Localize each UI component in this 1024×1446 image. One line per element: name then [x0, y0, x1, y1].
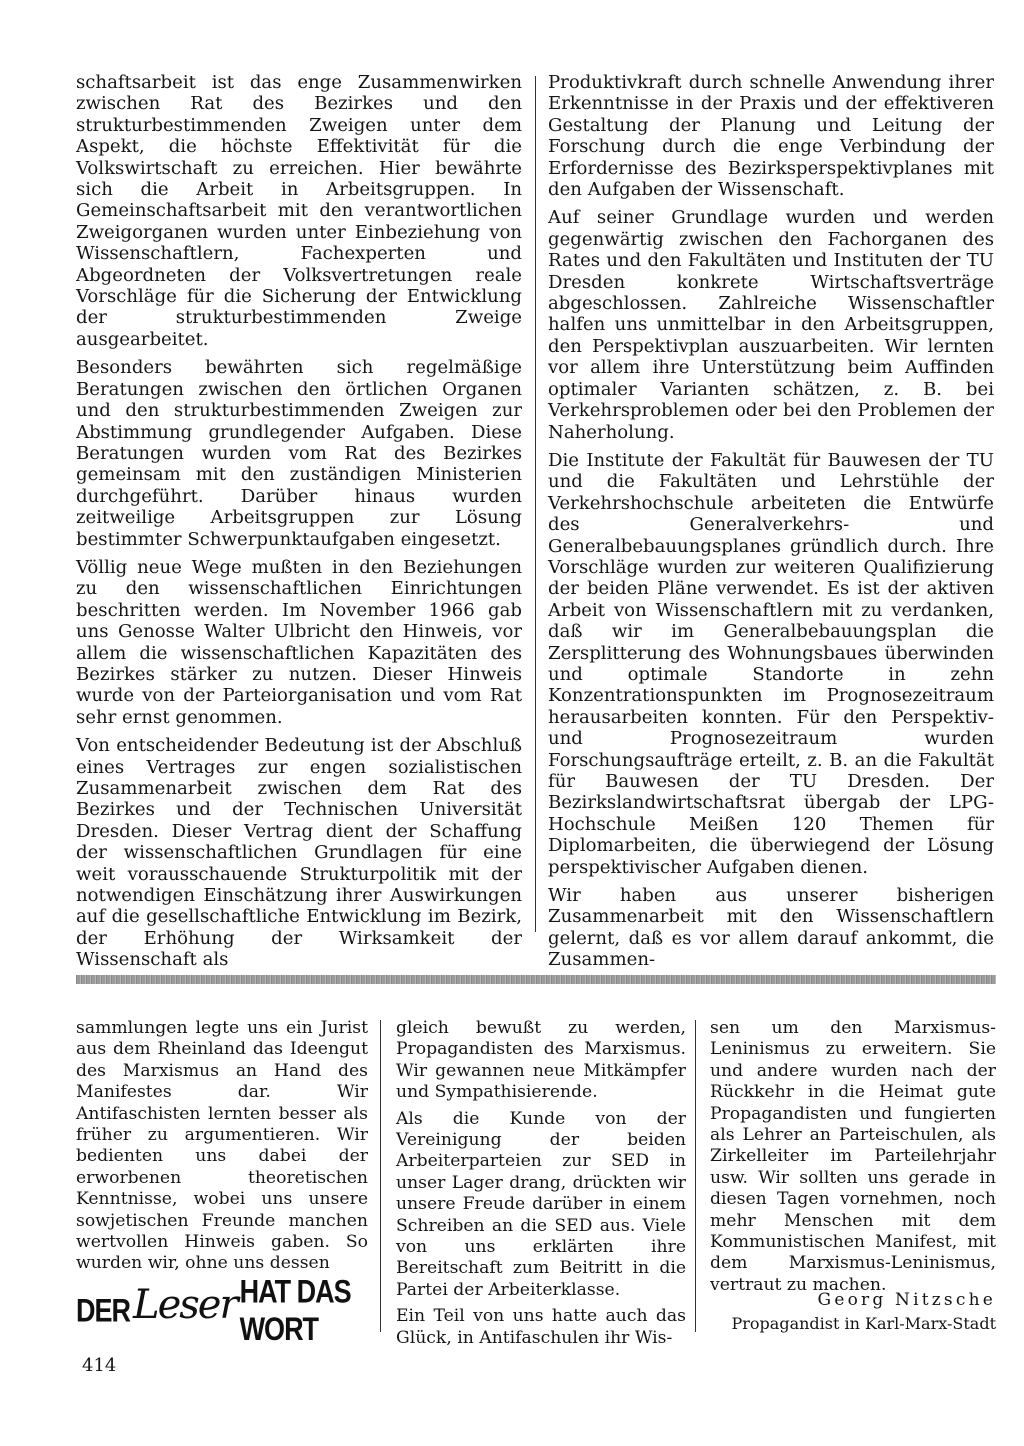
- column-divider: [695, 1020, 696, 1332]
- letter-paragraph: sammlungen legte uns ein Jurist aus dem Rheinland das Ideengut des Marxismus an Hand des Manifestes dar. Wir Antifaschisten lernten besser als früher zu argumentieren. Wir bedienten uns dabei der erworbenen theoretischen Kenntnisse, wobei uns unsere sowjetischen Freunde manchen wertvollen Hinweis gaben. So wurden wir, ohne uns dessen: [76, 1018, 368, 1274]
- article-paragraph: Wir haben aus unserer bisherigen Zusammenarbeit mit den Wissenschaftlern gelernt, daß es vor allem darauf ankommt, die Zusammen-: [548, 885, 994, 971]
- article-paragraph: Produktivkraft durch schnelle Anwendung ihrer Erkenntnisse in der Praxis und der effektiveren Gestaltung der Planung und Leitung der Forschung durch die enge Verbindung der Erfordernisse des Bezirksperspektivplanes mit den Aufgaben der Wissenschaft.: [548, 72, 994, 201]
- letters-column-3: [710, 1018, 996, 1301]
- section-separator: [76, 975, 996, 984]
- article-paragraph: Von entscheidender Bedeutung ist der Abschluß eines Vertrages zur engen sozialistischen Zusammenarbeit zwischen dem Rat des Bezirkes und der Technischen Universität Dresden. Dieser Vertrag dient der Schaffung der wissenschaftlichen Grundlagen für eine weit vorausschauende Strukturpolitik mit der notwendigen Einschätzung ihrer Auswirkungen auf die gesellschaftliche Entwicklung im Bezirk, der Erhöhung der Wirksamkeit der Wissenschaft als: [76, 735, 522, 971]
- article-paragraph: Auf seiner Grundlage wurden und werden gegenwärtig zwischen den Fachorganen des Rates und den Fakultäten und Instituten der TU Dresden konkrete Wirtschaftsverträge abgeschlossen. Zahlreiche Wissenschaftler halfen uns unmittelbar in den Arbeitsgruppen, den Perspektivplan auszuarbeiten. Wir lernten vor allem ihre Unterstützung beim Auffinden optimaler Varianten schätzen, z. B. bei Verkehrsproblemen oder bei den Problemen der Naherholung.: [548, 207, 994, 443]
- column-divider: [535, 76, 536, 932]
- column-divider: [380, 1020, 381, 1332]
- masthead-part-3: HAT DAS WORT: [239, 1273, 351, 1347]
- article-paragraph: Besonders bewährten sich regelmäßige Beratungen zwischen den örtlichen Organen und den strukturbestimmenden Zweigen zur Abstimmung grundlegender Aufgaben. Diese Beratungen wurden vom Rat des Bezirkes gemeinsam mit den zuständigen Ministerien durchgeführt. Darüber hinaus wurden zeitweilige Arbeitsgruppen zur Lösung bestimmter Schwerpunktaufgaben eingesetzt.: [76, 357, 522, 550]
- page-number: 414: [82, 1355, 117, 1376]
- article-paragraph: Völlig neue Wege mußten in den Beziehungen zu den wissenschaftlichen Einrichtungen beschritten werden. Im November 1966 gab uns Genosse Walter Ulbricht den Hinweis, vor allem die wissenschaftlichen Kapazitäten des Bezirkes stärker zu nutzen. Dieser Hinweis wurde von der Parteiorganisation und vom Rat sehr ernst genommen.: [76, 556, 522, 728]
- letter-paragraph: Als die Kunde von der Vereinigung der beiden Arbeiterparteien zur SED in unser Lager drang, drückten wir unsere Freude darüber in einem Schreiben an die SED aus. Viele von uns erklärten ihre Bereitschaft zum Beitritt in die Partei der Arbeiterklasse.: [396, 1108, 686, 1300]
- letter-paragraph: sen um den Marxismus-Leninismus zu erweitern. Sie und andere wurden nach der Rückkehr in die Heimat gute Propagandisten und fungierten als Lehrer an Parteischulen, als Zirkelleiter im Parteilehrjahr usw. Wir sollten uns gerade in diesen Tagen vornehmen, noch mehr Menschen mit dem Kommunistischen Manifest, mit dem Marxismus-Leninismus, vertraut zu machen.: [710, 1018, 996, 1295]
- signature-name: Georg Nitzsche: [817, 1290, 996, 1310]
- letter-paragraph: gleich bewußt zu werden, Propagandisten des Marxismus. Wir gewannen neue Mitkämpfer und Sympathisierende.: [396, 1018, 686, 1103]
- section-masthead: [76, 1273, 368, 1347]
- masthead-part-2: Leser: [133, 1282, 237, 1328]
- letter-paragraph: Ein Teil von uns hatte auch das Glück, in Antifaschulen ihr Wis-: [396, 1306, 686, 1348]
- article-paragraph: schaftsarbeit ist das enge Zusammenwirken zwischen Rat des Bezirkes und den strukturbestimmenden Zweigen unter dem Aspekt, die höchste Effektivität für die Volkswirtschaft zu erreichen. Hier bewährte sich die Arbeit in Arbeitsgruppen. In Gemeinschaftsarbeit mit den verantwortlichen Zweigorganen wurden unter Einbeziehung von Wissenschaftlern, Fachexperten und Abgeordneten der Volksvertretungen reale Vorschläge für die Sicherung der Entwicklung der strukturbestimmenden Zweige ausgearbeitet.: [76, 72, 522, 350]
- article-paragraph: Die Institute der Fakultät für Bauwesen der TU und die Fakultäten und Lehrstühle der Verkehrshochschule arbeiteten die Entwürfe des Generalverkehrs- und Generalbebauungsplanes gründlich durch. Ihre Vorschläge wurden zur weiteren Qualifizierung der beiden Pläne verwendet. Es ist der aktiven Arbeit von Wissenschaftlern mit zu verdanken, daß wir im Generalbebauungsplan die Zersplitterung des Wohnungsbaues überwinden und optimale Standorte in zehn Konzentrationspunkten im Prognosezeitraum herausarbeiten konnten. Für den Perspektiv- und Prognosezeitraum wurden Forschungsaufträge erteilt, z. B. an die Fakultät für Bauwesen der TU Dresden. Der Bezirkslandwirtschaftsrat übergab der LPG-Hochschule Meißen 120 Themen für Diplomarbeiten, die überwiegend der Lösung perspektivischer Aufgaben dienen.: [548, 449, 994, 878]
- letters-column-1: [76, 1018, 368, 1280]
- article-column-1: [76, 72, 522, 978]
- signature-role: Propagandist in Karl-Marx-Stadt: [731, 1314, 996, 1333]
- masthead-part-1: DER: [76, 1292, 131, 1329]
- letters-column-2: [396, 1018, 686, 1354]
- article-column-2: [548, 72, 994, 978]
